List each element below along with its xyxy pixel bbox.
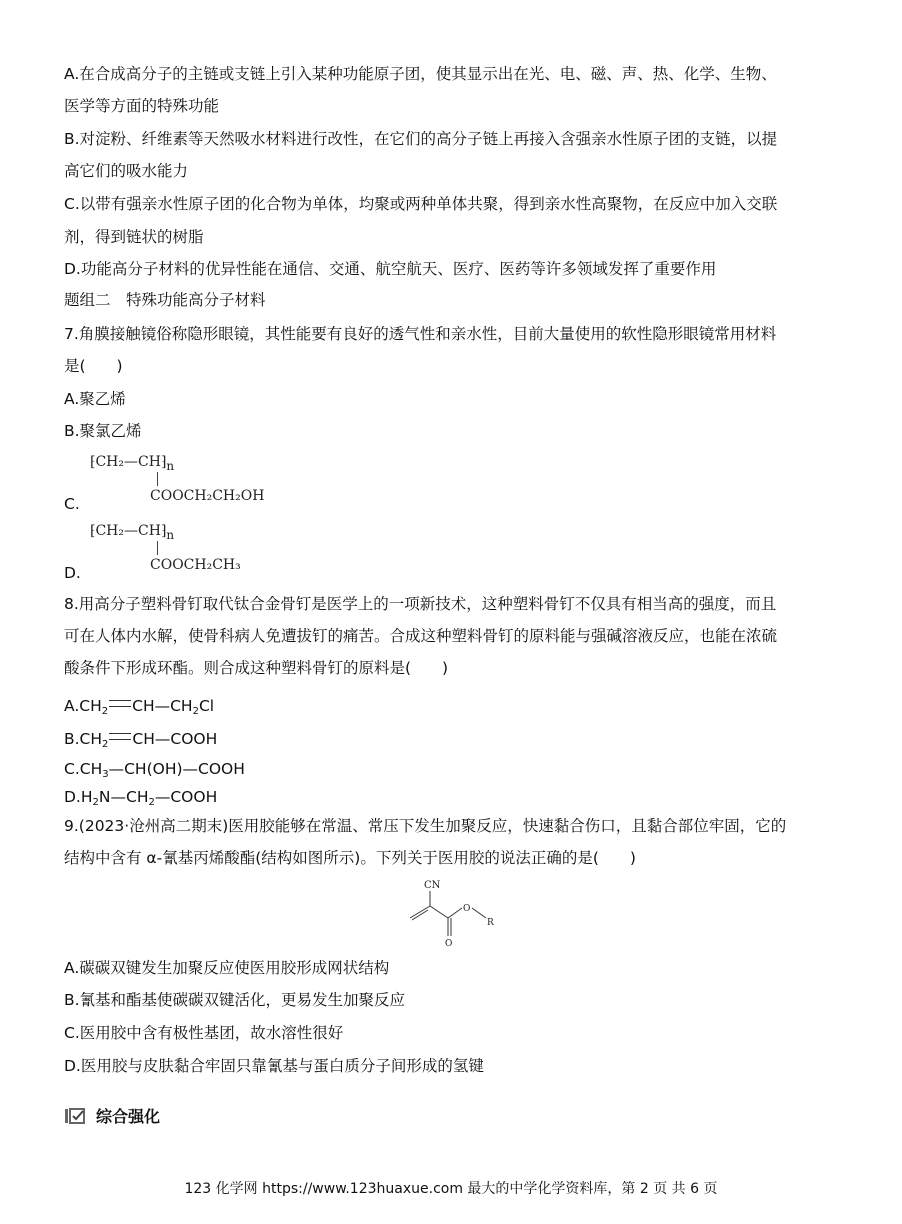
q8-stem-line2: 可在人体内水解，使骨科病人免遭拔钉的痛苦。合成这种塑料骨钉的原料能与强碱溶液反应，也能在浓硫 (64, 627, 778, 645)
section-title: 综合强化 (96, 1107, 161, 1126)
q7-option-c: C. (64, 495, 80, 513)
section-heading (64, 1104, 160, 1127)
q9-stem-line1: 9.(2023·沧州高二期末)医用胶能够在常温、常压下发生加聚反应，快速黏合伤口，且黏合部位牢固，它的 (64, 817, 787, 835)
q8-option-c: $C.CH_3—CH(OH)—COOH$ (64, 760, 245, 780)
q7-option-d: D. (64, 564, 81, 582)
q7-stem-line1: 7.角膜接触镜俗称隐形眼镜，其性能要有良好的透气性和亲水性，目前大量使用的软性隐形眼镜常用材料 (64, 325, 777, 343)
cn-label: CN (424, 880, 441, 891)
q8-option-a: $A.CH_2$ $CH—CH_2Cl$ (64, 697, 215, 717)
q7-stem-line2: 是( ) (64, 357, 123, 375)
q6-option-c-line1: C.以带有强亲水性原子团的化合物为单体，均聚或两种单体共聚，得到亲水性高聚物，在反应中加入交联 (64, 195, 778, 213)
q8-stem-line3: 酸条件下形成环酯。则合成这种塑料骨钉的原料是( ) (64, 659, 449, 677)
polymer-d-chain: ⁅CH₂—CH⁆n (90, 523, 175, 542)
q6-option-b-line1: B.对淀粉、纤维素等天然吸水材料进行改性，在它们的高分子链上再接入含强亲水性原子团的支链，以提 (64, 130, 778, 148)
page-footer: 123 化学网 https://www.123huaxue.com 最大的中学化学资料库，第 2 页 共 6 页 (184, 1181, 718, 1197)
q9-stem-line2: 结构中含有 α-氰基丙烯酸酯(结构如图所示)。下列关于医用胶的说法正确的是( ) (64, 849, 636, 867)
q9-option-c: C.医用胶中含有极性基团，故水溶性很好 (64, 1024, 344, 1042)
r-label: R (487, 918, 494, 928)
q9-option-a: A.碳碳双键发生加聚反应使医用胶形成网状结构 (64, 959, 390, 977)
q6-option-a-line1: A.在合成高分子的主链或支链上引入某种功能原子团，使其显示出在光、电、磁、声、热、化学、生物、 (64, 65, 777, 83)
q9-option-b: B.氰基和酯基使碳碳双键活化，更易发生加聚反应 (64, 991, 406, 1009)
group-heading: 题组二 特殊功能高分子材料 (64, 291, 266, 309)
polymer-d-bond (157, 541, 158, 555)
carbonyl-o-label: O (445, 939, 453, 949)
q7-option-b: B.聚氯乙烯 (64, 422, 142, 440)
polymer-c-bond (157, 472, 158, 486)
polymer-c-chain: ⁅CH₂—CH⁆n (90, 454, 175, 473)
cyanoacrylate-structure (400, 876, 510, 954)
q9-option-d: D.医用胶与皮肤黏合牢固只靠氰基与蛋白质分子间形成的氢键 (64, 1057, 484, 1075)
q6-option-b-line2: 高它们的吸水能力 (64, 162, 189, 180)
q8-option-d: $D.H_2N—CH_2—COOH$ (64, 788, 218, 808)
polymer-c-branch: COOCH₂CH₂OH (150, 488, 265, 504)
q6-option-a-line2: 医学等方面的特殊功能 (64, 97, 220, 115)
q6-option-d: D.功能高分子材料的优异性能在通信、交通、航空航天、医疗、医药等许多领域发挥了重要作用 (64, 260, 717, 278)
polymer-d-branch: COOCH₂CH₃ (150, 557, 241, 573)
q8-option-b: $B.CH_2$ CH—COOH (64, 730, 218, 750)
q6-option-c-line2: 剂，得到链状的树脂 (64, 228, 204, 246)
ester-o-label: O (463, 904, 471, 914)
q8-stem-line1: 8.用高分子塑料骨钉取代钛合金骨钉是医学上的一项新技术，这种塑料骨钉不仅具有相当高的强度，而且 (64, 595, 777, 613)
q7-option-a: A.聚乙烯 (64, 390, 126, 408)
checklist-icon (64, 1107, 88, 1125)
